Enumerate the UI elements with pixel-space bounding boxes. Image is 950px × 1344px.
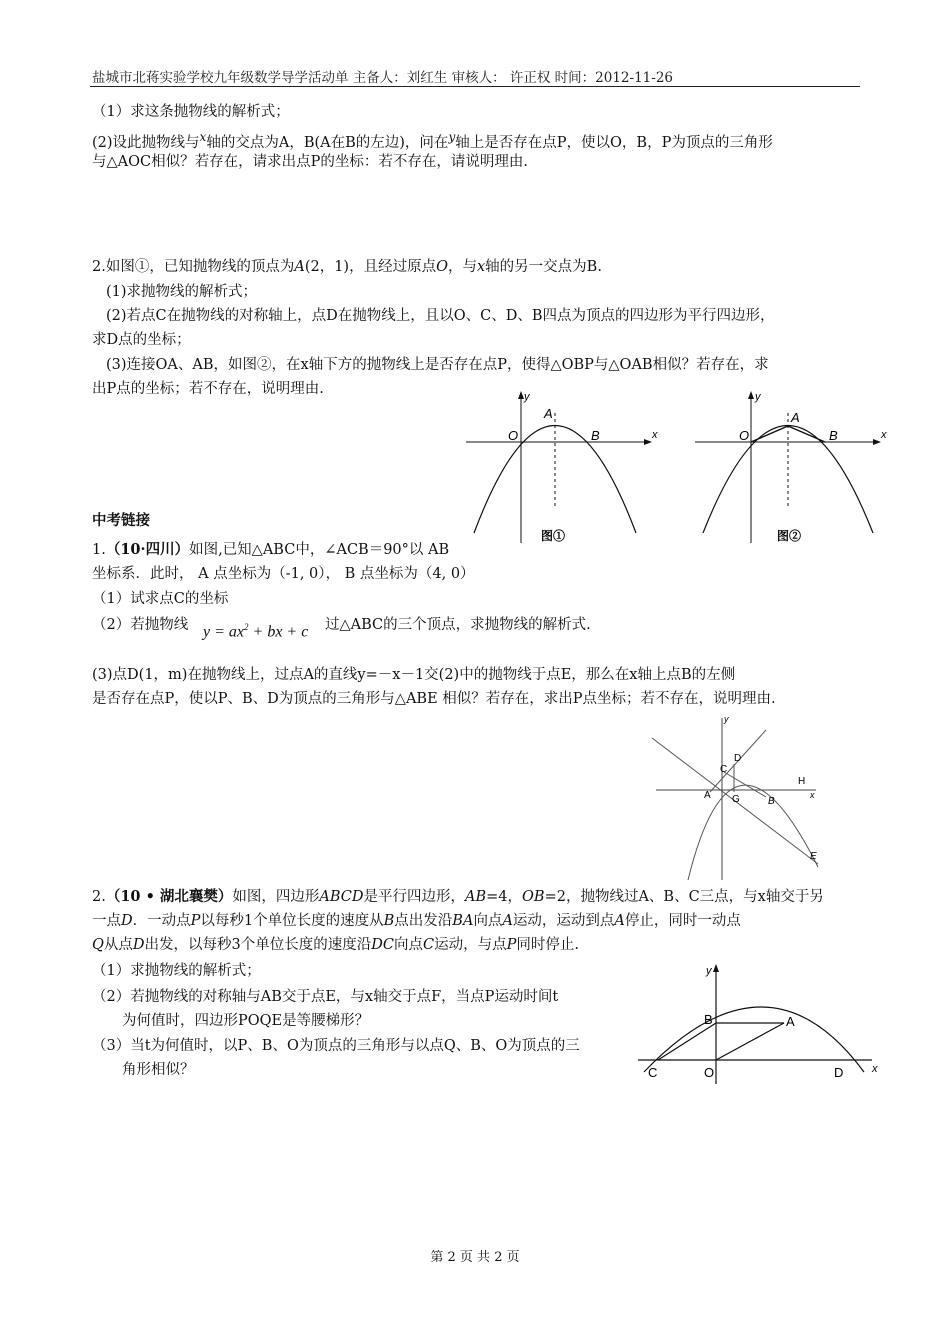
fig2-segment-OA [751,426,788,442]
prev-q2-line2: 与△AOC相似？若存在，请求出点P的坐标：若不存在，请说明理由. [92,154,528,170]
fig3-label-C: C [720,764,728,775]
figure-4 [636,960,886,1085]
figure-1-svg [466,388,666,548]
fig3-x-label: x [810,790,815,800]
fig2-segment-AB [788,426,825,442]
fig3-label-D: D [734,753,742,764]
link1-q3-line1: (3)点D(1，m)在抛物线上，过点A的直线y=－x－1交(2)中的抛物线于点E，那么在x轴上点B的左侧 [92,667,736,683]
fig2-y-arrow [748,391,754,399]
p2-stem: 2.如图①，已知抛物线的顶点为A(2，1)，且经过原点O，与x轴的另一交点为B. [92,259,602,275]
fig4-label-O: O [704,1065,715,1080]
figure-3-svg [648,712,838,880]
fig3-label-H: H [798,776,806,787]
figure-4-svg [636,960,886,1085]
fig2-label-O: O [739,428,750,443]
fig2-y-label: y [755,391,761,403]
link1-q2-a: （2）若抛物线 [92,617,189,633]
fig3-y-label: y [724,714,729,724]
fig2-x-arrow [873,439,881,445]
fig4-y-arrow [713,964,719,972]
fig2-label-B: B [829,428,838,443]
fig1-y-label: y [524,391,530,403]
p2-q3-line1: (3)连接OA、AB，如图②，在x轴下方的抛物线上是否存在点P，使得△OBP与△OAB相似？若存在，求 [106,357,769,373]
fig2-label-A: A [791,410,800,425]
fig3-label-A: A [704,790,711,801]
link2-q2-line2: 为何值时，四边形POQE是等腰梯形？ [122,1013,370,1029]
fig3-label-E: E [810,851,817,862]
fig4-segment-CB [658,1023,716,1060]
link1-stem-line2: 坐标系．此时， A 点坐标为（-1, 0）， B 点坐标为（4, 0） [92,566,475,582]
link2-stem-line3: Q从点D出发，以每秒3个单位长度的速度沿DC向点C运动，与点P同时停止. [92,937,579,953]
link2-q1: （1）求抛物线的解析式； [92,963,261,979]
fig3-label-B: B [768,796,775,807]
fig4-label-D: D [834,1065,844,1080]
p2-q2-line1: (2)若点C在抛物线的对称轴上，点D在抛物线上，且以O、C、D、B四点为顶点的四边形为平行四边形， [106,308,775,324]
fig1-label-A: A [544,406,553,421]
fig3-line-CB [724,772,766,797]
link2-q3-line1: （3）当t为何值时，以P、B、O为顶点的三角形与以点Q、B、O为顶点的三 [92,1038,580,1054]
link2-stem-line2: 一点D．一动点P以每秒1个单位长度的速度从B点出发沿BA向点A运动，运动到点A停止，同时一动点 [92,913,741,929]
header-rule [90,86,860,87]
figure-3 [648,712,838,880]
p2-q3-line2: 出P点的坐标；若不存在，说明理由. [92,381,324,397]
prev-q2-line1: (2)设此抛物线与$^x$轴的交点为A，B(A在B的左边)，问在$^y$轴上是否存在点P，使以O，B，P为顶点的三角形 [92,130,773,151]
fig4-label-A: A [786,1014,795,1029]
p2-q2-line2: 求D点的坐标； [92,332,191,348]
page-header: 盐城市北蒋实验学校九年级数学导学活动单 主备人：刘红生 审核人： 许正权 时间：2012-11-26 [92,70,673,86]
link1-formula: $y = ax^2$ + bx + c [203,622,309,641]
link1-stem-line1: 1.（10·四川）如图,已知△ABC中，∠ACB＝90°以 AB [92,541,450,558]
figure-1 [466,388,666,548]
section-title: 中考链接 [92,512,150,529]
page-footer: 第 2 页 共 2 页 [430,1250,520,1265]
fig4-x-label: x [872,1063,878,1075]
link2-q3-line2: 角形相似？ [122,1062,195,1078]
fig4-label-C: C [648,1065,658,1080]
link2-stem-line1: 2.（10 • 湖北襄樊）如图，四边形ABCD是平行四边形，AB=4，OB=2，抛物线过A、B、C三点，与x轴交于另 [92,888,824,905]
link1-q2-b: 过△ABC的三个顶点，求抛物线的解析式. [325,617,591,633]
fig1-label-O: O [508,428,519,443]
fig2-x-label: x [881,429,887,441]
fig1-x-label: x [652,429,658,441]
p2-q1: (1)求抛物线的解析式； [106,284,258,300]
fig2-caption: 图② [777,529,802,543]
fig1-label-B: B [591,428,600,443]
fig4-y-label: y [706,965,712,977]
figure-2 [695,388,895,548]
prev-q1: （1）求这条抛物线的解析式； [92,104,290,120]
fig4-label-B: B [704,1012,713,1027]
link2-q2-line1: （2）若抛物线的对称轴与AB交于点E，与x轴交于点F，当点P运动时间t [92,989,559,1005]
fig1-x-arrow [644,439,652,445]
fig1-caption: 图① [541,529,566,543]
fig4-segment-AO [716,1023,784,1060]
fig3-label-G: G [732,794,740,805]
link1-q1: （1）试求点C的坐标 [92,591,229,607]
link1-q3-line2: 是否存在点P，使以P、B、D为顶点的三角形与△ABE 相似？若存在，求出P点坐标；若不存在，说明理由. [92,691,776,707]
figure-2-svg [695,388,895,548]
